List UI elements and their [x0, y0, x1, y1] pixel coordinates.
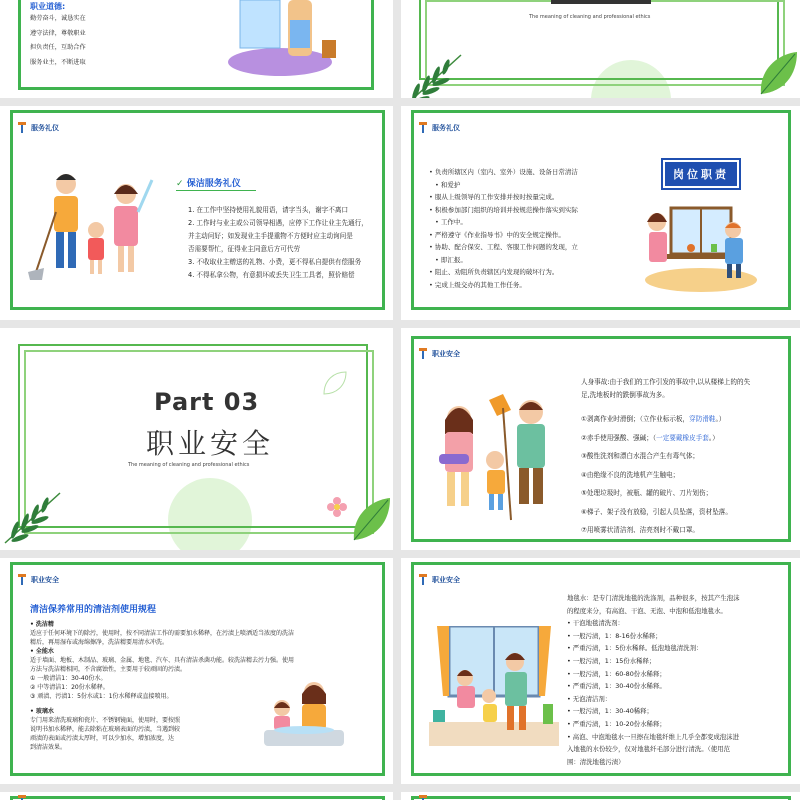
section-tag — [419, 348, 460, 359]
section-tag-label: 职业安全 — [432, 349, 460, 358]
mop-icon — [18, 122, 26, 133]
duty-item: • 负责所辖区内（室内、室外）设施、设备日常清洁 — [429, 166, 578, 179]
section-tag — [18, 574, 59, 585]
accident-item — [581, 429, 732, 448]
accident-emphasis: 穿防滑鞋 — [689, 415, 716, 423]
agent-rule-line: 到清洁效果。 — [30, 744, 67, 751]
section-tag — [18, 122, 59, 133]
carpet-line: • 一般污渍，1：30-40稀释； — [567, 707, 653, 716]
section-tag-label: 职业安全 — [432, 575, 460, 584]
agent-rules — [30, 620, 294, 752]
accident-item: ⑥梯子、架子没有放稳，引起人员坠落，资材坠落。 — [581, 507, 732, 516]
duty-item-text: 工作中。 — [440, 218, 467, 226]
accident-text: 。） — [708, 433, 719, 442]
accident-item: ④由绝缘不良的洗地机产生触电； — [581, 470, 680, 479]
mop-icon — [18, 574, 26, 585]
slide-subtitle: The meaning of cleaning and professional ethics — [529, 14, 651, 20]
duty-item: • 阻止、劝阻所负责辖区内发现的破坏行为。 — [429, 266, 578, 279]
etiquette-list — [188, 204, 368, 282]
mop-icon — [18, 795, 26, 800]
slide-personal-accidents[interactable] — [401, 328, 800, 550]
mop-icon — [419, 574, 427, 585]
leaf-outline-decoration — [320, 368, 350, 398]
accident-intro-line: 人身事故:由于我们的工作引发的事故中,以从楼梯上的的失 — [581, 378, 751, 386]
agent-rule-line: 精后，再用湿布或海绵擦净，洗洁精要用清水冲洗。 — [30, 639, 169, 646]
carpet-cleaner-text — [567, 592, 740, 768]
carpet-line: 的程度来分，有高泡、干泡、无泡、中泡和低泡地毯水。 — [567, 606, 727, 615]
check-icon: ✓ — [176, 179, 184, 189]
slide-cleaning-agents[interactable] — [0, 558, 393, 784]
section-tag-label: 服务礼仪 — [31, 123, 59, 132]
carpet-line: 围：清洗地毯污渍） — [567, 757, 625, 766]
duty-item-cont — [429, 179, 578, 192]
mop-icon — [419, 795, 427, 800]
section-tag — [419, 795, 427, 800]
section-tag-label: 职业安全 — [31, 575, 59, 584]
duties-list — [429, 166, 578, 291]
duty-item: • 协助、配合保安、工程、客服工作问题的发现，立 — [429, 241, 578, 254]
slide-next-left-partial[interactable] — [0, 792, 393, 800]
part-number: Part 03 — [154, 388, 260, 416]
slide-title-thumbnail[interactable] — [401, 0, 800, 98]
leaf-decoration — [350, 496, 392, 542]
section-tag — [419, 574, 460, 585]
duty-item: • 严格遵守《作业指导书》中的安全规定操作。 — [429, 229, 578, 242]
duty-item-text: 和爱护 — [440, 180, 461, 189]
accident-text: ②赤手使用强酸、强碱；（ — [581, 433, 657, 442]
ethics-line: 遵守法律，尊敬职业 — [30, 29, 86, 37]
slide-job-duties[interactable] — [401, 106, 800, 320]
etiquette-item: 1. 在工作中坚持使用礼貌用语，请字当头，谢字不离口 — [188, 206, 349, 214]
fern-decoration — [401, 40, 471, 98]
duty-item-cont — [429, 216, 578, 229]
ethics-line: 担负责任，互助合作 — [30, 44, 86, 51]
duty-item: • 积极参加部门组织的培训并按规范操作落实到实际 — [429, 204, 578, 217]
window-cleaning-family-illustration — [429, 626, 559, 746]
agent-rule-line: • 玻璃水 — [30, 708, 54, 715]
accident-item: ⑦用喷雾状清洁剂、洁亮剂时不戴口罩。 — [581, 526, 700, 534]
duties-badge: 岗位职责 — [663, 160, 739, 188]
mop-icon — [419, 122, 427, 133]
mother-child-dishwashing-illustration — [262, 678, 346, 750]
carpet-line: • 严重污渍，1：10-20份水稀释； — [567, 719, 666, 728]
accident-emphasis: 一定要戴橡皮手套 — [656, 433, 709, 442]
heading-underline — [176, 190, 256, 191]
slide-frame — [411, 796, 791, 800]
section-tag-label: 服务礼仪 — [432, 123, 460, 132]
agent-rule-line: • 全能水 — [30, 648, 54, 655]
section-tag — [419, 122, 460, 133]
family-cleaning-illustration — [26, 172, 166, 290]
section-heading: 清洁保养常用的清洁剂使用规程 — [30, 605, 157, 615]
accident-text: ①剥离作业时滑倒；（立作业标示板， — [581, 415, 690, 423]
slide-frame — [419, 0, 779, 80]
carpet-line: • 一般污渍，1：8-16份水稀释； — [567, 631, 662, 640]
accident-item: ③酸性洗剂和漂白水混合产生有毒气体； — [581, 452, 700, 460]
carpet-line: • 高泡、中泡地毯水一旦擦在地毯纤维上几乎全都变成泡沫进 — [567, 732, 739, 741]
etiquette-item: 并主动问好；如发现业主手提重物不方便时应主动询问是 — [188, 232, 353, 240]
carpet-line: • 无泡清洁剂： — [567, 694, 612, 703]
kids-cleaning-window-illustration — [641, 198, 761, 294]
carpet-line: 地毯水：是专门清洗地毯的洗涤剂，品种很多，按其产生泡沫 — [567, 594, 740, 602]
slide-service-etiquette[interactable] — [0, 106, 393, 320]
agent-rule-line: 专门用来清洗玻璃和瓷片、不锈钢镜面，使用时，要按照 — [30, 717, 181, 724]
duty-item-cont — [429, 254, 578, 267]
etiquette-item: 3. 不收取业主赠送的礼物、小费，更不得私自提供有偿服务 — [188, 258, 362, 266]
agent-rule-line: 方法与洗洁精相同，不含腐蚀性，主要用于较顽固的污渍。 — [30, 666, 187, 673]
carpet-line: • 严重污渍，1：5份水稀释。低泡地毯清洗剂： — [567, 644, 703, 653]
duty-item: • 完成上级交办的其他工作任务。 — [429, 279, 578, 292]
agent-rule-line: 顽渍的表面或污渍太厚时，可以少加水，增加浓度，达 — [30, 735, 175, 742]
agent-rule-line: 适应于任何环境下的除污，使用时，按不同清洁工作的需要加水稀释，在污渍上喷洒适当浓度的洗洁 — [30, 630, 295, 637]
carpet-line: 入地毯的水份较少，仅对地毯纤毛部分进行清洗。（使用范 — [567, 745, 730, 754]
slide-ethics-thumbnail[interactable] — [0, 0, 393, 98]
accident-intro — [581, 376, 750, 402]
agent-rule-line: ① 一般清洁1：30-40份水。 — [30, 675, 107, 682]
accident-item: ⑤处理垃圾时，被瓶、罐的破片、刀片划伤； — [581, 489, 713, 497]
leaf-decoration — [757, 50, 799, 96]
agent-rule-line: 说明书加水稀释，能去除粘在玻璃表面的污渍，当遇到较 — [30, 726, 181, 733]
section-heading-text: 保洁服务礼仪 — [186, 179, 241, 189]
carpet-line: • 严重污渍，1：30-40份水稀释。 — [567, 682, 666, 691]
agent-rule-line: ③ 顽渍、污渍1：5份水或1：1份水稀释或直接喷用。 — [30, 693, 173, 700]
duty-item: • 服从上级领导的工作安排并按时按量完成。 — [429, 191, 578, 204]
slide-subtitle: The meaning of cleaning and professional ethics — [128, 462, 250, 468]
etiquette-item: 4. 不得私拿公物，有意损坏或丢失卫生工具者，照价赔偿 — [188, 271, 355, 279]
ethics-line: 服务业主，不断进取 — [30, 58, 86, 66]
slide-next-right-partial[interactable] — [401, 792, 800, 800]
section-heading — [176, 176, 241, 189]
family-with-broom-illustration — [429, 394, 569, 524]
slide-frame — [10, 796, 385, 800]
ethics-lines — [30, 14, 86, 68]
fern-decoration — [0, 478, 70, 548]
accident-text: 。） — [715, 415, 726, 423]
mop-icon — [419, 348, 427, 359]
agent-rule-line: • 洗洁精 — [30, 621, 54, 628]
accident-list — [581, 410, 732, 540]
slide-part03-title[interactable] — [0, 328, 393, 550]
slide-carpet-cleaner[interactable] — [401, 558, 800, 784]
part-title: 职业安全 — [146, 427, 275, 460]
section-tag — [18, 795, 26, 800]
accident-intro-line: 足,洗地板时的跌倒事故为多。 — [581, 391, 669, 399]
etiquette-item: 否需要帮忙，征得业主同意后方可代劳 — [188, 245, 301, 253]
etiquette-item: 2. 工作时与业主或公司领导相遇，应停下工作让业主先通行， — [188, 219, 368, 227]
carpet-line: • 干泡地毯清洗剂： — [567, 619, 624, 628]
agent-rule-line: ② 中等清洁1：20份水稀释。 — [30, 684, 109, 691]
agent-rule-line: 适于墙面、地板、木制品、玻璃、金属、地毯、汽车、具有清洁杀菌功能。较洗洁精去污力强。使用 — [30, 657, 295, 664]
carpet-line: • 一般污渍，1：60-80份水稀释； — [567, 669, 666, 678]
cleaner-window-illustration — [220, 0, 340, 80]
accident-item — [581, 410, 732, 429]
duty-item-text: 即汇报。 — [440, 255, 467, 264]
ethics-title: 职业道德: — [30, 2, 66, 11]
carpet-line: • 一般污渍，1：15份水稀释； — [567, 656, 656, 665]
title-fragment — [551, 0, 651, 4]
flower-decoration — [326, 496, 348, 518]
ethics-line: 勤劳奋斗，诚恳实在 — [30, 15, 86, 22]
